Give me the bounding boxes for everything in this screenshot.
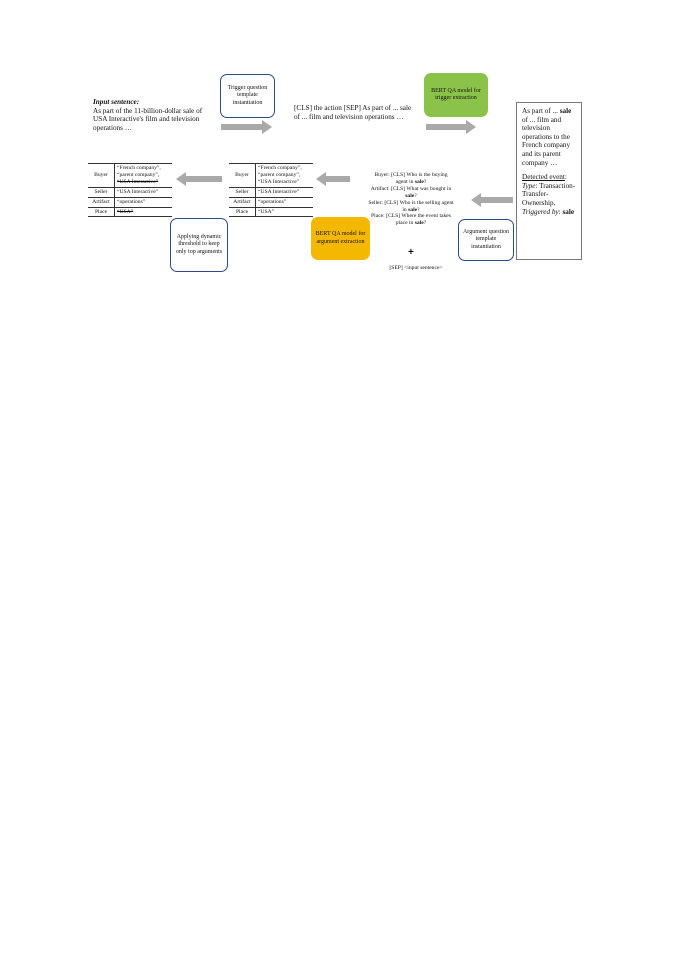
argument-role: Buyer	[229, 164, 256, 188]
argument-value: “parent company”,	[117, 171, 160, 178]
argument-role: Place	[229, 207, 256, 217]
argument-values	[256, 187, 314, 197]
trigger-template-label: Trigger question template instantiation	[227, 85, 268, 106]
event-sentence: As part of ... sale of ... film and television operations to the French company and its parent company …	[522, 107, 572, 167]
argument-role: Buyer	[88, 164, 115, 188]
table-row	[229, 197, 313, 207]
detected-event-box	[516, 102, 582, 260]
argument-value: “USA Interactive”	[117, 188, 159, 195]
argument-template-label: Argument question template instantiation	[462, 229, 510, 250]
argument-value: “parent company”,	[258, 171, 301, 178]
argument-values	[256, 197, 314, 207]
argument-values	[115, 164, 173, 188]
argument-role: Artifact	[88, 197, 115, 207]
table-row	[229, 187, 313, 197]
trigger-model-box	[424, 73, 488, 117]
event-triggered-by: Triggered by: sale	[522, 207, 575, 216]
argument-values	[115, 207, 173, 217]
argument-question: Buyer: [CLS] Who is the buying agent in sale?	[374, 172, 448, 185]
cls-trigger-text: [CLS] the action [SEP] As part of ... sale of ... film and television operations …	[294, 104, 412, 121]
argument-role: Seller	[88, 187, 115, 197]
argument-values	[256, 207, 314, 217]
table-row	[229, 164, 313, 188]
argument-values	[115, 187, 173, 197]
plus-sign: +	[408, 247, 414, 258]
argument-model-box	[311, 217, 370, 260]
argument-value: “USA Interactive”	[258, 188, 300, 195]
argument-role: Seller	[229, 187, 256, 197]
argument-value: “operations”	[117, 198, 146, 205]
table-row	[88, 164, 172, 188]
argument-values	[115, 197, 173, 207]
argument-role: Place	[88, 207, 115, 217]
argument-value: “French company”,	[117, 165, 161, 171]
extracted-arguments-table	[229, 163, 313, 217]
event-trigger-word: sale	[559, 107, 572, 115]
argument-value: “USA Interactive”	[117, 178, 159, 185]
arrow-left-1	[471, 193, 513, 207]
table-row	[88, 187, 172, 197]
argument-template-box	[458, 219, 514, 261]
table-row	[229, 207, 313, 217]
arrow-left-2	[316, 172, 350, 186]
table-row	[88, 207, 172, 217]
filtered-arguments-table	[88, 163, 172, 217]
argument-value: “USA”	[258, 208, 275, 215]
input-sentence	[93, 98, 215, 132]
argument-question: Seller: [CLS] Who is the selling agent in sale?	[368, 199, 454, 213]
argument-model-label: BERT QA model for argument extraction	[315, 231, 366, 245]
cls-trigger-input	[294, 104, 418, 121]
threshold-box	[170, 218, 228, 272]
argument-value: “USA Interactive”	[258, 178, 300, 185]
argument-question: Artifact: [CLS] What was bought in sale?	[370, 185, 452, 199]
threshold-label: Applying dynamic threshold to keep only top arguments	[175, 234, 223, 255]
trigger-model-label: BERT QA model for trigger extraction	[431, 87, 481, 101]
input-sentence-label: Input sentence:	[93, 98, 140, 106]
argument-value: “operations”	[258, 198, 287, 205]
argument-value: “French company”,	[258, 165, 302, 171]
input-sentence-text: As part of the 11-billion-dollar sale of USA Interactive's film and television operations …	[93, 106, 203, 132]
table-row	[88, 197, 172, 207]
sep-input-sentence: [SEP] <input sentence>	[389, 265, 443, 271]
argument-value: “USA”	[117, 208, 134, 215]
trigger-template-box	[220, 74, 275, 118]
detected-event-heading: Detected event:	[522, 173, 567, 182]
argument-questions	[368, 172, 454, 227]
event-type: Type: Transaction-Transfer-Ownership,	[522, 181, 576, 207]
argument-question: Place: [CLS] Where the event takes place in sale?	[371, 213, 451, 227]
arrow-right-2	[426, 120, 476, 134]
arrow-right-1	[221, 120, 272, 134]
argument-values	[256, 164, 314, 188]
argument-role: Artifact	[229, 197, 256, 207]
arrow-left-3	[176, 172, 222, 186]
